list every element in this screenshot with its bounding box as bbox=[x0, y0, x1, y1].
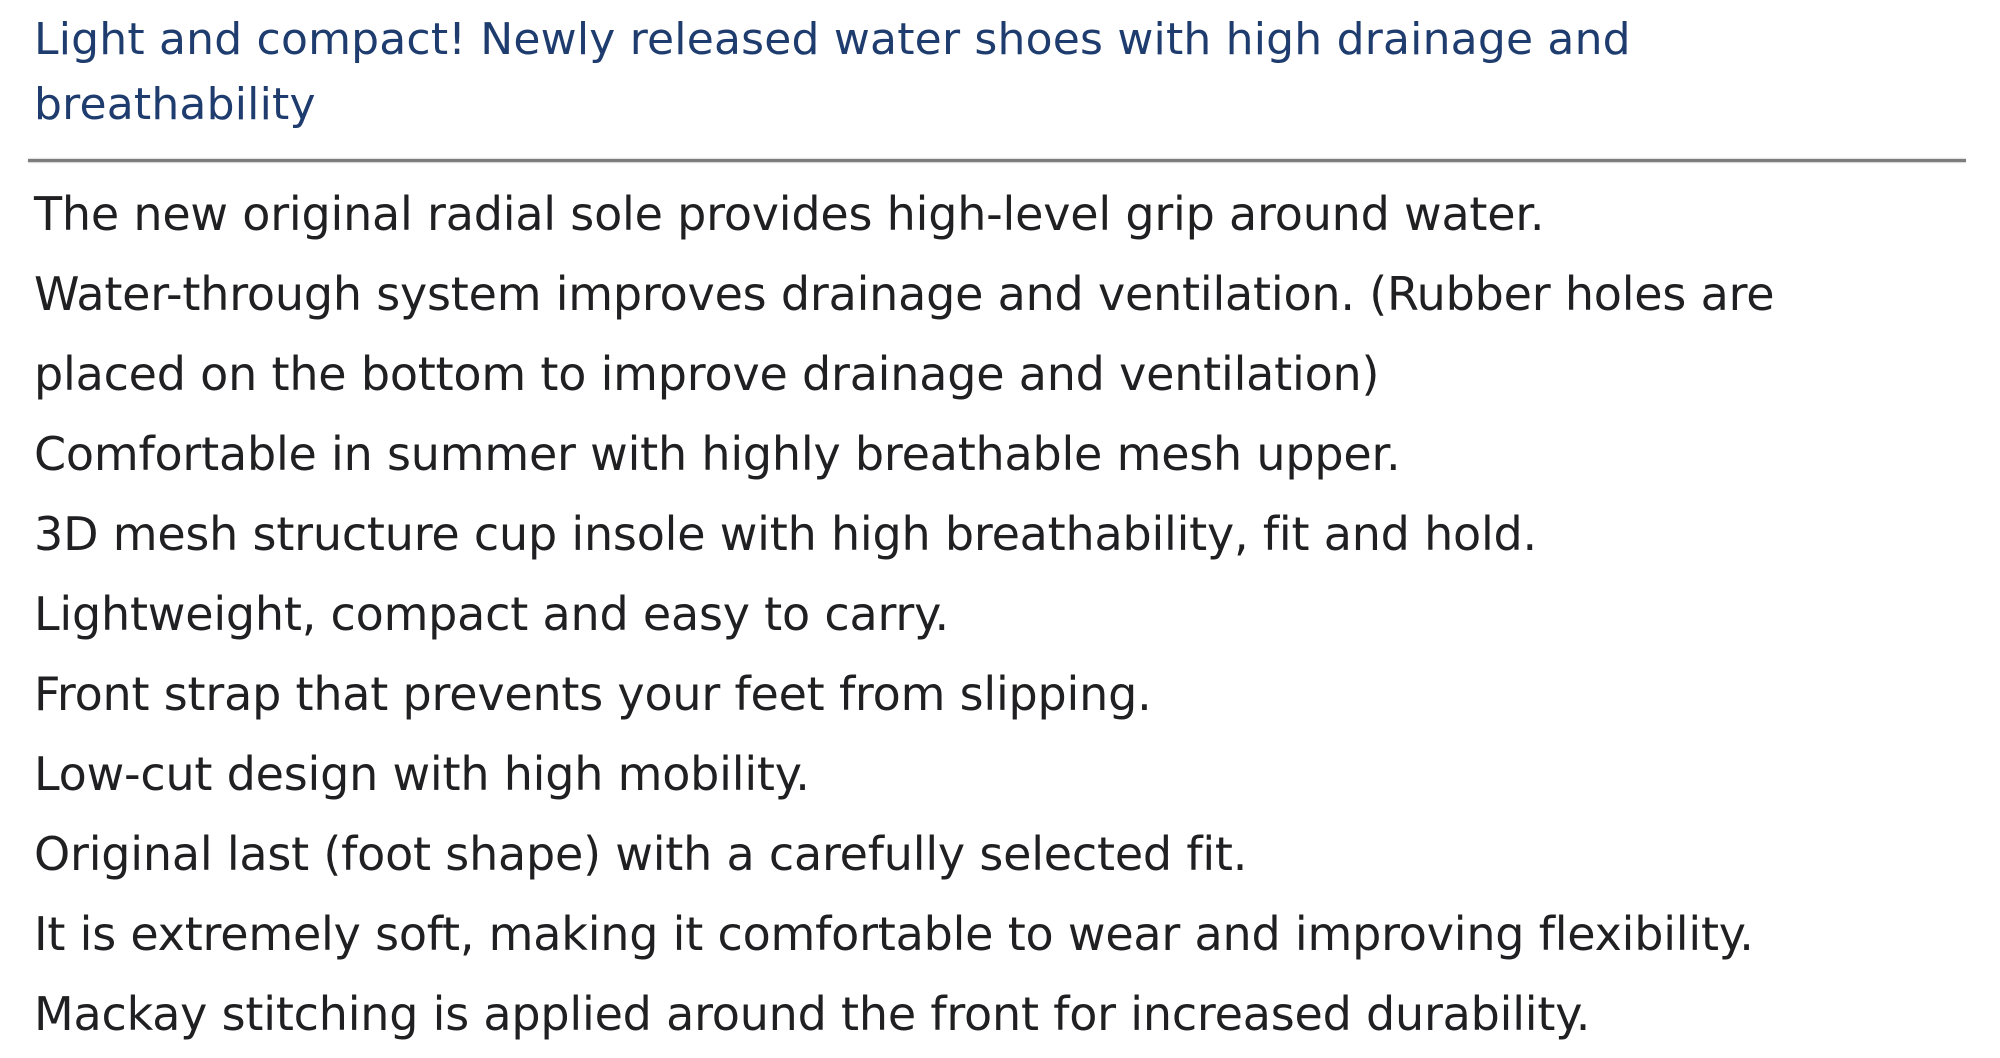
description-line: Comfortable in summer with highly breathable mesh upper. bbox=[34, 427, 1401, 481]
product-title-line-1: Light and compact! Newly released water shoes with high drainage and bbox=[34, 14, 1631, 65]
description-line: Low-cut design with high mobility. bbox=[34, 747, 810, 801]
description-line: The new original radial sole provides high-level grip around water. bbox=[34, 187, 1545, 241]
description-line: It is extremely soft, making it comfortable to wear and improving flexibility. bbox=[34, 907, 1754, 961]
description-line: Front strap that prevents your feet from slipping. bbox=[34, 667, 1152, 721]
description-line: Mackay stitching is applied around the front for increased durability. bbox=[34, 987, 1591, 1041]
description-line: placed on the bottom to improve drainage and ventilation) bbox=[34, 347, 1380, 401]
description-line: 3D mesh structure cup insole with high breathability, fit and hold. bbox=[34, 507, 1537, 561]
title-divider bbox=[28, 159, 1966, 162]
description-line: Water-through system improves drainage and ventilation. (Rubber holes are bbox=[34, 267, 1775, 321]
description-line: Original last (foot shape) with a carefully selected fit. bbox=[34, 827, 1248, 881]
product-title-line-2: breathability bbox=[34, 79, 316, 130]
description-line: Lightweight, compact and easy to carry. bbox=[34, 587, 949, 641]
product-description bbox=[34, 174, 1966, 1054]
product-title-link[interactable] bbox=[34, 0, 1966, 137]
